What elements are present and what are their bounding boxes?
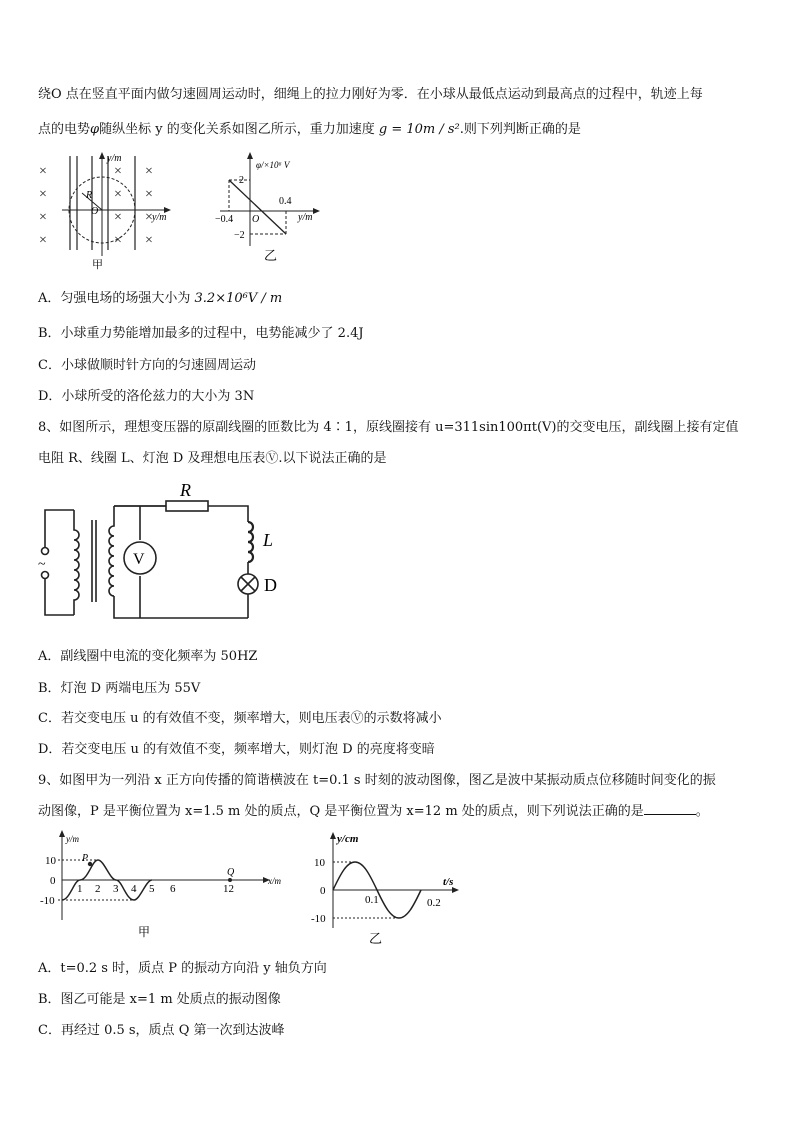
y-axis-label: y/m <box>66 834 79 844</box>
q7-intro-line2-b: 随纵坐标 y 的变化关系如图乙所示，重力加速度 <box>99 122 375 137</box>
x-tick: 5 <box>149 883 155 895</box>
terminal <box>42 572 49 579</box>
potential-line <box>229 180 286 234</box>
q7-intro-line2-a: 点的电势 <box>38 122 91 137</box>
resistor-label: R <box>180 480 191 500</box>
tick-minus-0.4: −0.4 <box>215 214 234 225</box>
cross-mark: × <box>39 164 47 179</box>
tick-10: 10 <box>45 855 56 867</box>
q7-option-a-math: 3.2×10⁶V / m <box>194 291 283 306</box>
cross-mark: × <box>114 187 122 202</box>
q9-option-a: A．t=0.2 s 时，质点 P 的振动方向沿 y 轴负方向 <box>38 961 327 976</box>
origin-label: O <box>91 206 99 217</box>
tick-minus-10: -10 <box>40 895 55 907</box>
cross-mark: × <box>39 233 47 248</box>
voltmeter-label: V <box>133 551 145 568</box>
cross-mark: × <box>145 233 153 248</box>
x-tick: 6 <box>170 883 176 895</box>
q8-option-b: B．灯泡 D 两端电压为 55V <box>38 681 201 696</box>
ac-source-symbol: ~ <box>38 557 46 572</box>
q9-vibration-figure-yi <box>305 828 465 948</box>
label-p: P <box>82 853 89 864</box>
x-axis-label: x/m <box>268 876 281 886</box>
x-arrow-icon <box>313 208 320 214</box>
x-tick: 3 <box>113 883 119 895</box>
q8-stem-line1: 8、如图所示，理想变压器的原副线圈的匝数比为 4∶1，原线圈接有 u=311sin100πt(V)的交变电压，副线圈上接有定值 <box>38 420 739 435</box>
q8-circuit-diagram <box>30 478 300 628</box>
tick-0: 0 <box>50 875 56 887</box>
q7-option-a <box>38 287 282 306</box>
y-arrow-icon <box>330 832 336 839</box>
q9-wave-figure-jia <box>30 828 290 943</box>
cross-mark: × <box>114 233 122 248</box>
q7-option-c: C．小球做顺时针方向的匀速圆周运动 <box>38 358 256 373</box>
y-axis-label: y/cm <box>337 833 359 845</box>
cross-mark: × <box>39 187 47 202</box>
x-axis-label: t/s <box>443 876 454 888</box>
q7-gravity-value: g = 10m / s² <box>378 122 460 137</box>
figure-caption: 甲 <box>92 259 103 270</box>
cross-mark: × <box>145 164 153 179</box>
q8-stem-line2: 电阻 R、线圈 L、灯泡 D 及理想电压表Ⓥ.以下说法正确的是 <box>38 451 387 466</box>
q9-stem-line2 <box>38 800 709 819</box>
tick-0.1: 0.1 <box>365 894 379 906</box>
inductor <box>248 522 253 562</box>
tick-minus-2: −2 <box>234 230 245 241</box>
answer-blank <box>644 803 696 815</box>
q7-figure-jia <box>30 148 180 270</box>
terminal <box>42 548 49 555</box>
resistor <box>166 501 208 511</box>
primary-wire <box>45 510 74 547</box>
secondary-wire <box>114 596 248 618</box>
q7-intro-line2-c: .则下列判断正确的是 <box>459 122 581 137</box>
x-tick: 1 <box>77 883 83 895</box>
y-arrow-icon <box>247 152 253 159</box>
primary-coil <box>74 510 79 615</box>
secondary-coil <box>109 506 114 596</box>
q8-option-c: C．若交变电压 u 的有效值不变，频率增大，则电压表Ⓥ的示数将减小 <box>38 711 442 726</box>
x-tick: 12 <box>223 883 234 895</box>
figure-caption: 乙 <box>369 931 383 946</box>
q7-option-d: D．小球所受的洛伦兹力的大小为 3N <box>38 389 255 404</box>
q9-option-b: B．图乙可能是 x=1 m 处质点的振动图像 <box>38 992 281 1007</box>
q9-stem-line1: 9、如图甲为一列沿 x 正方向传播的简谐横波在 t=0.1 s 时刻的波动图像，图乙是波中某振动质点位移随时间变化的振 <box>38 773 716 788</box>
q7-intro-line2 <box>38 118 581 137</box>
tick-0.4: 0.4 <box>279 196 292 207</box>
y-arrow-icon <box>99 152 105 159</box>
cross-mark: × <box>114 164 122 179</box>
q9-stem-line2-text: 动图像，P 是平衡位置为 x=1.5 m 处的质点，Q 是平衡位置为 x=12 m 处的质点，则下列说法正确的是 <box>38 804 644 819</box>
cross-mark: × <box>145 210 153 225</box>
secondary-wire <box>208 506 248 522</box>
tick-minus-10: -10 <box>311 913 326 925</box>
q7-option-a-text: A．匀强电场的场强大小为 <box>38 291 191 306</box>
q7-intro-line1: 绕O 点在竖直平面内做匀速圆周运动时，细绳上的拉力刚好为零．在小球从最低点运动到最高点的过程中，轨迹上每 <box>38 87 703 102</box>
tick-0.2: 0.2 <box>427 897 441 909</box>
tick-10: 10 <box>314 857 325 869</box>
x-axis-label: y/m <box>298 212 313 223</box>
tick-0: 0 <box>320 885 326 897</box>
q8-option-a: A．副线圈中电流的变化频率为 50HZ <box>38 649 258 664</box>
tick-2: 2 <box>239 175 244 186</box>
x-tick: 2 <box>95 883 101 895</box>
label-q: Q <box>227 867 235 878</box>
figure-caption: 甲 <box>138 925 151 939</box>
y-axis-label: y/m <box>107 153 122 164</box>
origin-label: O <box>252 214 260 225</box>
cross-mark: × <box>114 210 122 225</box>
q8-option-d: D．若交变电压 u 的有效值不变，频率增大，则灯泡 D 的亮度将变暗 <box>38 742 435 757</box>
y-arrow-icon <box>59 830 65 837</box>
point-q <box>228 878 232 882</box>
x-tick: 4 <box>131 883 137 895</box>
q9-option-c: C．再经过 0.5 s，质点 Q 第一次到达波峰 <box>38 1023 285 1038</box>
primary-wire <box>45 579 74 615</box>
q7-option-b: B．小球重力势能增加最多的过程中，电势能减少了 2.4J <box>38 326 364 341</box>
inductor-label: L <box>263 530 274 550</box>
q9-stem-line2-end: 。 <box>695 804 709 819</box>
x-axis-label: y/m <box>152 212 167 223</box>
cross-mark: × <box>39 210 47 225</box>
lamp-label: D <box>264 575 277 595</box>
q7-phi-symbol: φ <box>90 122 100 137</box>
cross-mark: × <box>145 187 153 202</box>
y-axis-label: φ/×10⁶ V <box>256 160 290 170</box>
radius-label: R <box>86 190 93 201</box>
q7-figure-yi <box>212 148 332 266</box>
figure-caption: 乙 <box>264 248 278 263</box>
point-p <box>88 862 92 866</box>
